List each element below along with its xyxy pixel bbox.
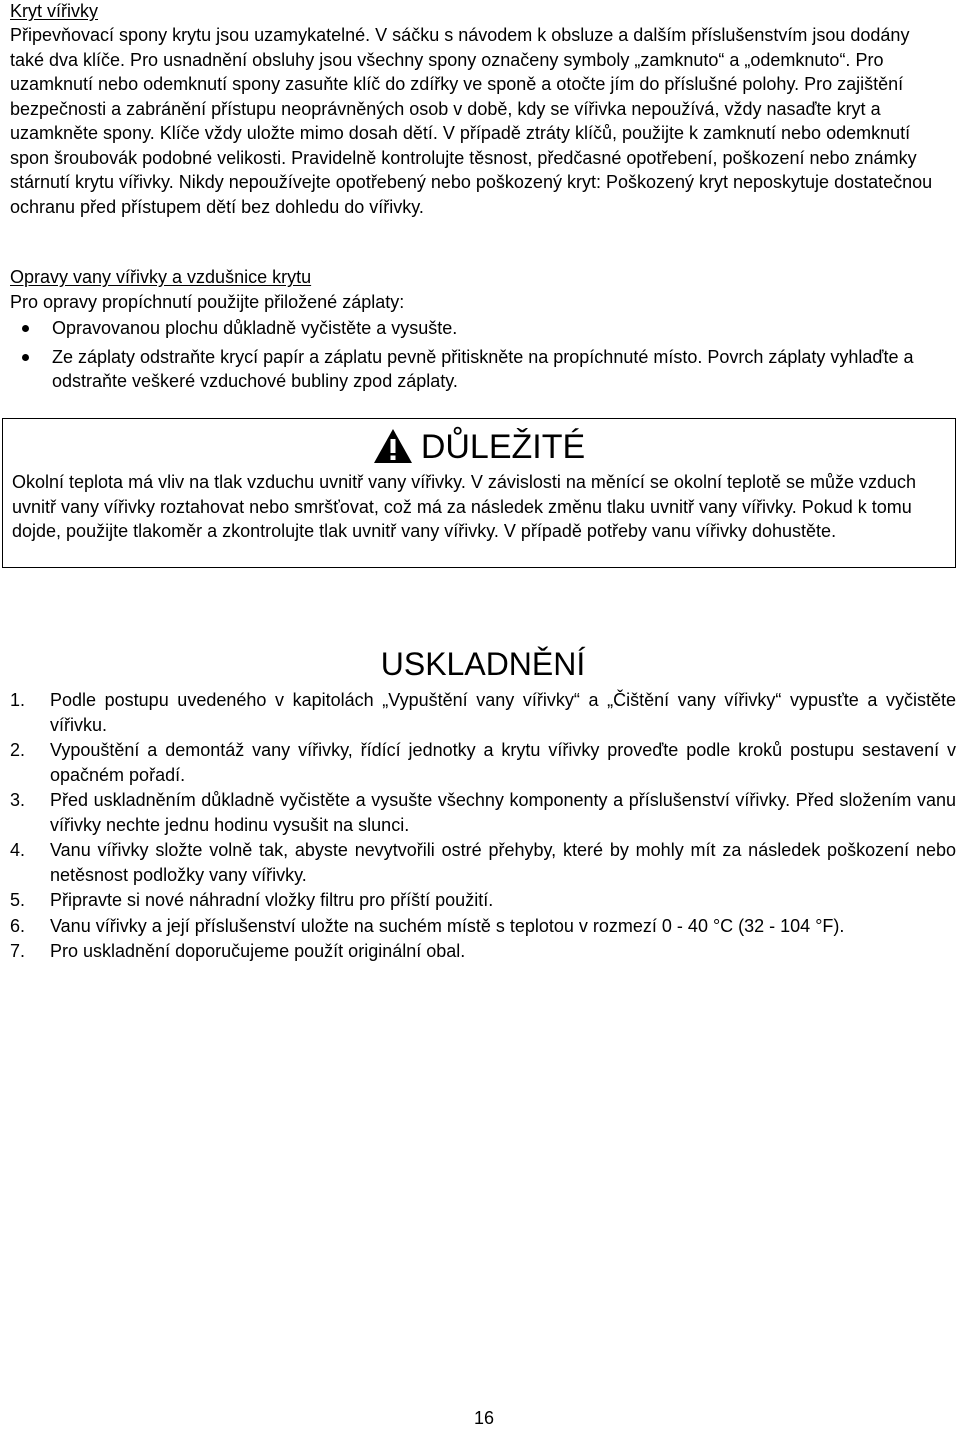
repair-bullet-text: Opravovanou plochu důkladně vyčistěte a vysušte. — [52, 318, 458, 338]
important-heading — [3, 425, 955, 469]
step-number: 1. — [10, 690, 26, 710]
step-number: 5. — [10, 890, 26, 910]
repair-section-intro: Pro opravy propíchnutí použijte přiložené záplaty: — [10, 292, 405, 312]
step-text: Vanu vířivky a její příslušenství uložte na suchém místě s teplotou v rozmezí 0 - 40 °C (32 - 104 °F). — [50, 915, 845, 936]
repair-bullet-item — [0, 345, 952, 394]
storage-section-title: USKLADNĚNÍ — [380, 646, 586, 682]
bullet-icon — [22, 354, 29, 361]
step-number: 7. — [10, 941, 26, 961]
step-number: 4. — [10, 840, 26, 860]
step-number: 2. — [10, 740, 26, 760]
step-text: Připravte si nové náhradní vložky filtru pro příští použití. — [50, 890, 494, 910]
storage-step — [0, 738, 956, 787]
important-heading-text: DŮLEŽITÉ — [420, 428, 586, 466]
storage-steps-list — [0, 688, 960, 965]
repair-bullet-text: Ze záplaty odstraňte krycí papír a záplatu pevně přitiskněte na propíchnuté místo. Povrch záplaty vyhlaďte a odstraňte veškeré vzduchové bubliny zpod záplaty. — [52, 346, 914, 391]
storage-step — [0, 838, 956, 887]
storage-step — [0, 888, 956, 913]
warning-icon — [373, 428, 413, 464]
storage-step — [0, 688, 956, 737]
step-text: Pro uskladnění doporučujeme použít originální obal. — [50, 941, 466, 961]
step-number: 3. — [10, 790, 26, 810]
repair-section-title: Opravy vany vířivky a vzdušnice krytu — [10, 267, 312, 287]
cover-section-paragraph: Připevňovací spony krytu jsou uzamykatelné. V sáčku s návodem k obsluze a dalším příslušenstvím jsou dodány také dva klíče. Pro usnadnění obsluhy jsou všechny spony označeny symboly „zamknuto“ a „odemknuto“. Pro uzamknutí nebo odemknutí spony zasuňte klíč do zdířky ve sponě a otočte jím do příslušné polohy. Pro zajištění bezpečnosti a zabránění přístupu neoprávněných osob v době, kdy se vířivka nepoužívá, vždy nasaďte kryt a uzamkněte spony. Klíče vždy uložte mimo dosah dětí. V případě ztráty klíčů, použijte k zamknutí nebo odemknutí spon šroubovák podobné velikosti. Pravidelně kontrolujte těsnost, předčasné opotřebení, poškození nebo známky stárnutí krytu vířivky. Nikdy nepoužívejte opotřebený nebo poškozený kryt: Poškozený kryt neposkytuje dostatečnou ochranu před přístupem dětí bez dohledu do vířivky. — [10, 25, 933, 217]
step-text: Před uskladněním důkladně vyčistěte a vysušte všechny komponenty a příslušenství vířivky. Před složením vanu vířivky nechte jednu hodinu vysušit na slunci. — [50, 790, 956, 835]
important-text: Okolní teplota má vliv na tlak vzduchu uvnitř vany vířivky. V závislosti na měnící se okolní teplotě se může vzduch uvnitř vany vířivky roztahovat nebo smršťovat, což má za následek změnu tlaku uvnitř vany vířivky. Pokud k tomu dojde, použijte tlakoměr a zkontrolujte tlak uvnitř vany vířivky. V případě potřeby vanu vířivky dohustěte. — [12, 472, 917, 541]
repair-bullet-item — [0, 316, 952, 341]
step-text: Podle postupu uvedeného v kapitolách „Vypuštění vany vířivky“ a „Čištění vany vířivky“ vypusťte a vyčistěte vířivku. — [50, 690, 956, 735]
cover-section-title: Kryt vířivky — [10, 1, 98, 21]
storage-step — [0, 914, 956, 939]
storage-step — [0, 788, 956, 837]
page-number: 16 — [473, 1408, 495, 1428]
step-text: Vanu vířivky složte volně tak, abyste nevytvořili ostré přehyby, které by mohly mít za následek poškození nebo netěsnost podložky vany vířivky. — [50, 840, 956, 885]
step-number: 6. — [10, 915, 26, 936]
storage-step — [0, 939, 956, 964]
step-text: Vypouštění a demontáž vany vířivky, řídící jednotky a krytu vířivky proveďte podle kroků postupu sestavení v opačném pořadí. — [50, 740, 956, 785]
bullet-icon — [22, 325, 29, 332]
repair-bullet-list — [0, 316, 960, 398]
important-notice-box — [2, 418, 956, 568]
